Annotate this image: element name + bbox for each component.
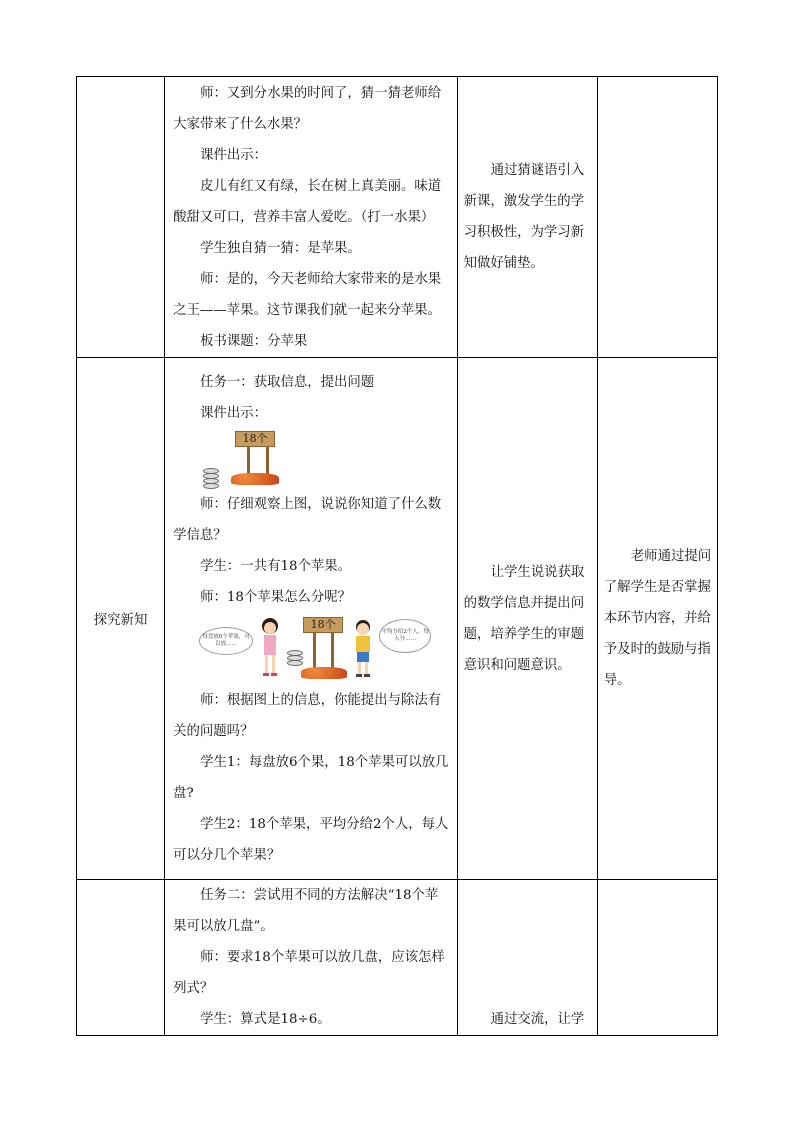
girl-figure [255, 615, 285, 679]
intent-cell-intro [457, 77, 597, 358]
intro-line-5: 师：是的，今天老师给大家带来的是水果之王——苹果。这节课我们就一起来分苹果。 [173, 271, 442, 318]
stage-cell-empty [77, 77, 165, 358]
sign-board: 18个 [235, 431, 275, 447]
stage-cell-explore [77, 358, 165, 880]
lesson-plan-table [76, 76, 718, 1036]
process-cell-task2 [165, 880, 457, 1036]
task2-line-2: 师：要求18个苹果可以放几盘，应该怎样列式？ [173, 950, 445, 996]
process-cell-intro [165, 77, 457, 358]
explore-line-b1: 师：根据图上的信息，你能提出与除法有关的问题吗？ [173, 692, 442, 739]
table-row-intro [77, 77, 718, 358]
boy-figure [349, 617, 377, 679]
apple-pile-2 [301, 667, 347, 679]
apple-pile [231, 473, 279, 485]
note-cell-intro-empty [597, 77, 717, 358]
intro-line-2: 课件出示： [200, 147, 268, 163]
task2-line-3: 学生：算式是18÷6。 [200, 1012, 331, 1027]
intro-line-4: 学生独自猜一猜：是苹果。 [200, 240, 361, 256]
note-text-explore: 老师通过提问了解学生是否掌握本环节内容，并给予及时的鼓励与指导。 [603, 549, 712, 688]
speech-bubble-left: 每盘放6个苹果，可以放…… [199, 627, 253, 655]
sign-board-2: 18个 [303, 617, 343, 633]
plate-stack-2 [287, 651, 303, 666]
intro-line-1: 师：又到分水果的时间了，猜一猜老师给大家带来了什么水果？ [173, 85, 442, 132]
plate-stack [203, 469, 219, 489]
intent-cell-explore [457, 358, 597, 880]
explore-line-b3: 学生2：18个苹果，平均分给2个人，每人可以分几个苹果？ [173, 816, 449, 863]
intent-text-task2: 通过交流，让学 [490, 1012, 585, 1027]
table-row-explore [77, 358, 718, 880]
intro-line-3: 皮儿有红又有绿，长在树上真美丽。味道酸甜又可口，营养丰富人爱吃。（打一水果） [173, 178, 442, 225]
note-cell-explore [597, 358, 717, 880]
explore-line-b2: 学生1：每盘放6个果，18个苹果可以放几盘? [173, 754, 449, 801]
stage-cell-task2-empty [77, 880, 165, 1036]
process-cell-explore [165, 358, 457, 880]
speech-bubble-right: 平均分给2个人，每人分…… [379, 619, 431, 653]
figure-children-apples [173, 613, 451, 685]
explore-line-a1: 师：仔细观察上图，说说你知道了什么数学信息？ [173, 496, 442, 543]
courseware-label: 课件出示： [200, 405, 268, 421]
intent-cell-task2 [457, 880, 597, 1036]
stage-label: 探究新知 [93, 613, 148, 628]
explore-line-a3: 师：18个苹果怎么分呢？ [200, 589, 352, 605]
intent-text-intro: 通过猜谜语引入新课，激发学生的学习积极性，为学习新知做好铺垫。 [463, 163, 585, 271]
explore-line-a2: 学生：一共有18个苹果。 [200, 558, 352, 574]
task2-line-1: 任务二：尝试用不同的方法解决“18个苹果可以放几盘”。 [173, 888, 439, 934]
task1-title: 任务一：获取信息，提出问题 [200, 374, 375, 390]
note-cell-task2-empty [597, 880, 717, 1036]
intro-line-6: 板书课题：分苹果 [200, 333, 308, 349]
intent-text-explore: 让学生说说获取的数学信息并提出问题，培养学生的审题意识和问题意识。 [463, 564, 585, 673]
table-row-task2 [77, 880, 718, 1036]
figure-apples-sign [173, 429, 451, 489]
